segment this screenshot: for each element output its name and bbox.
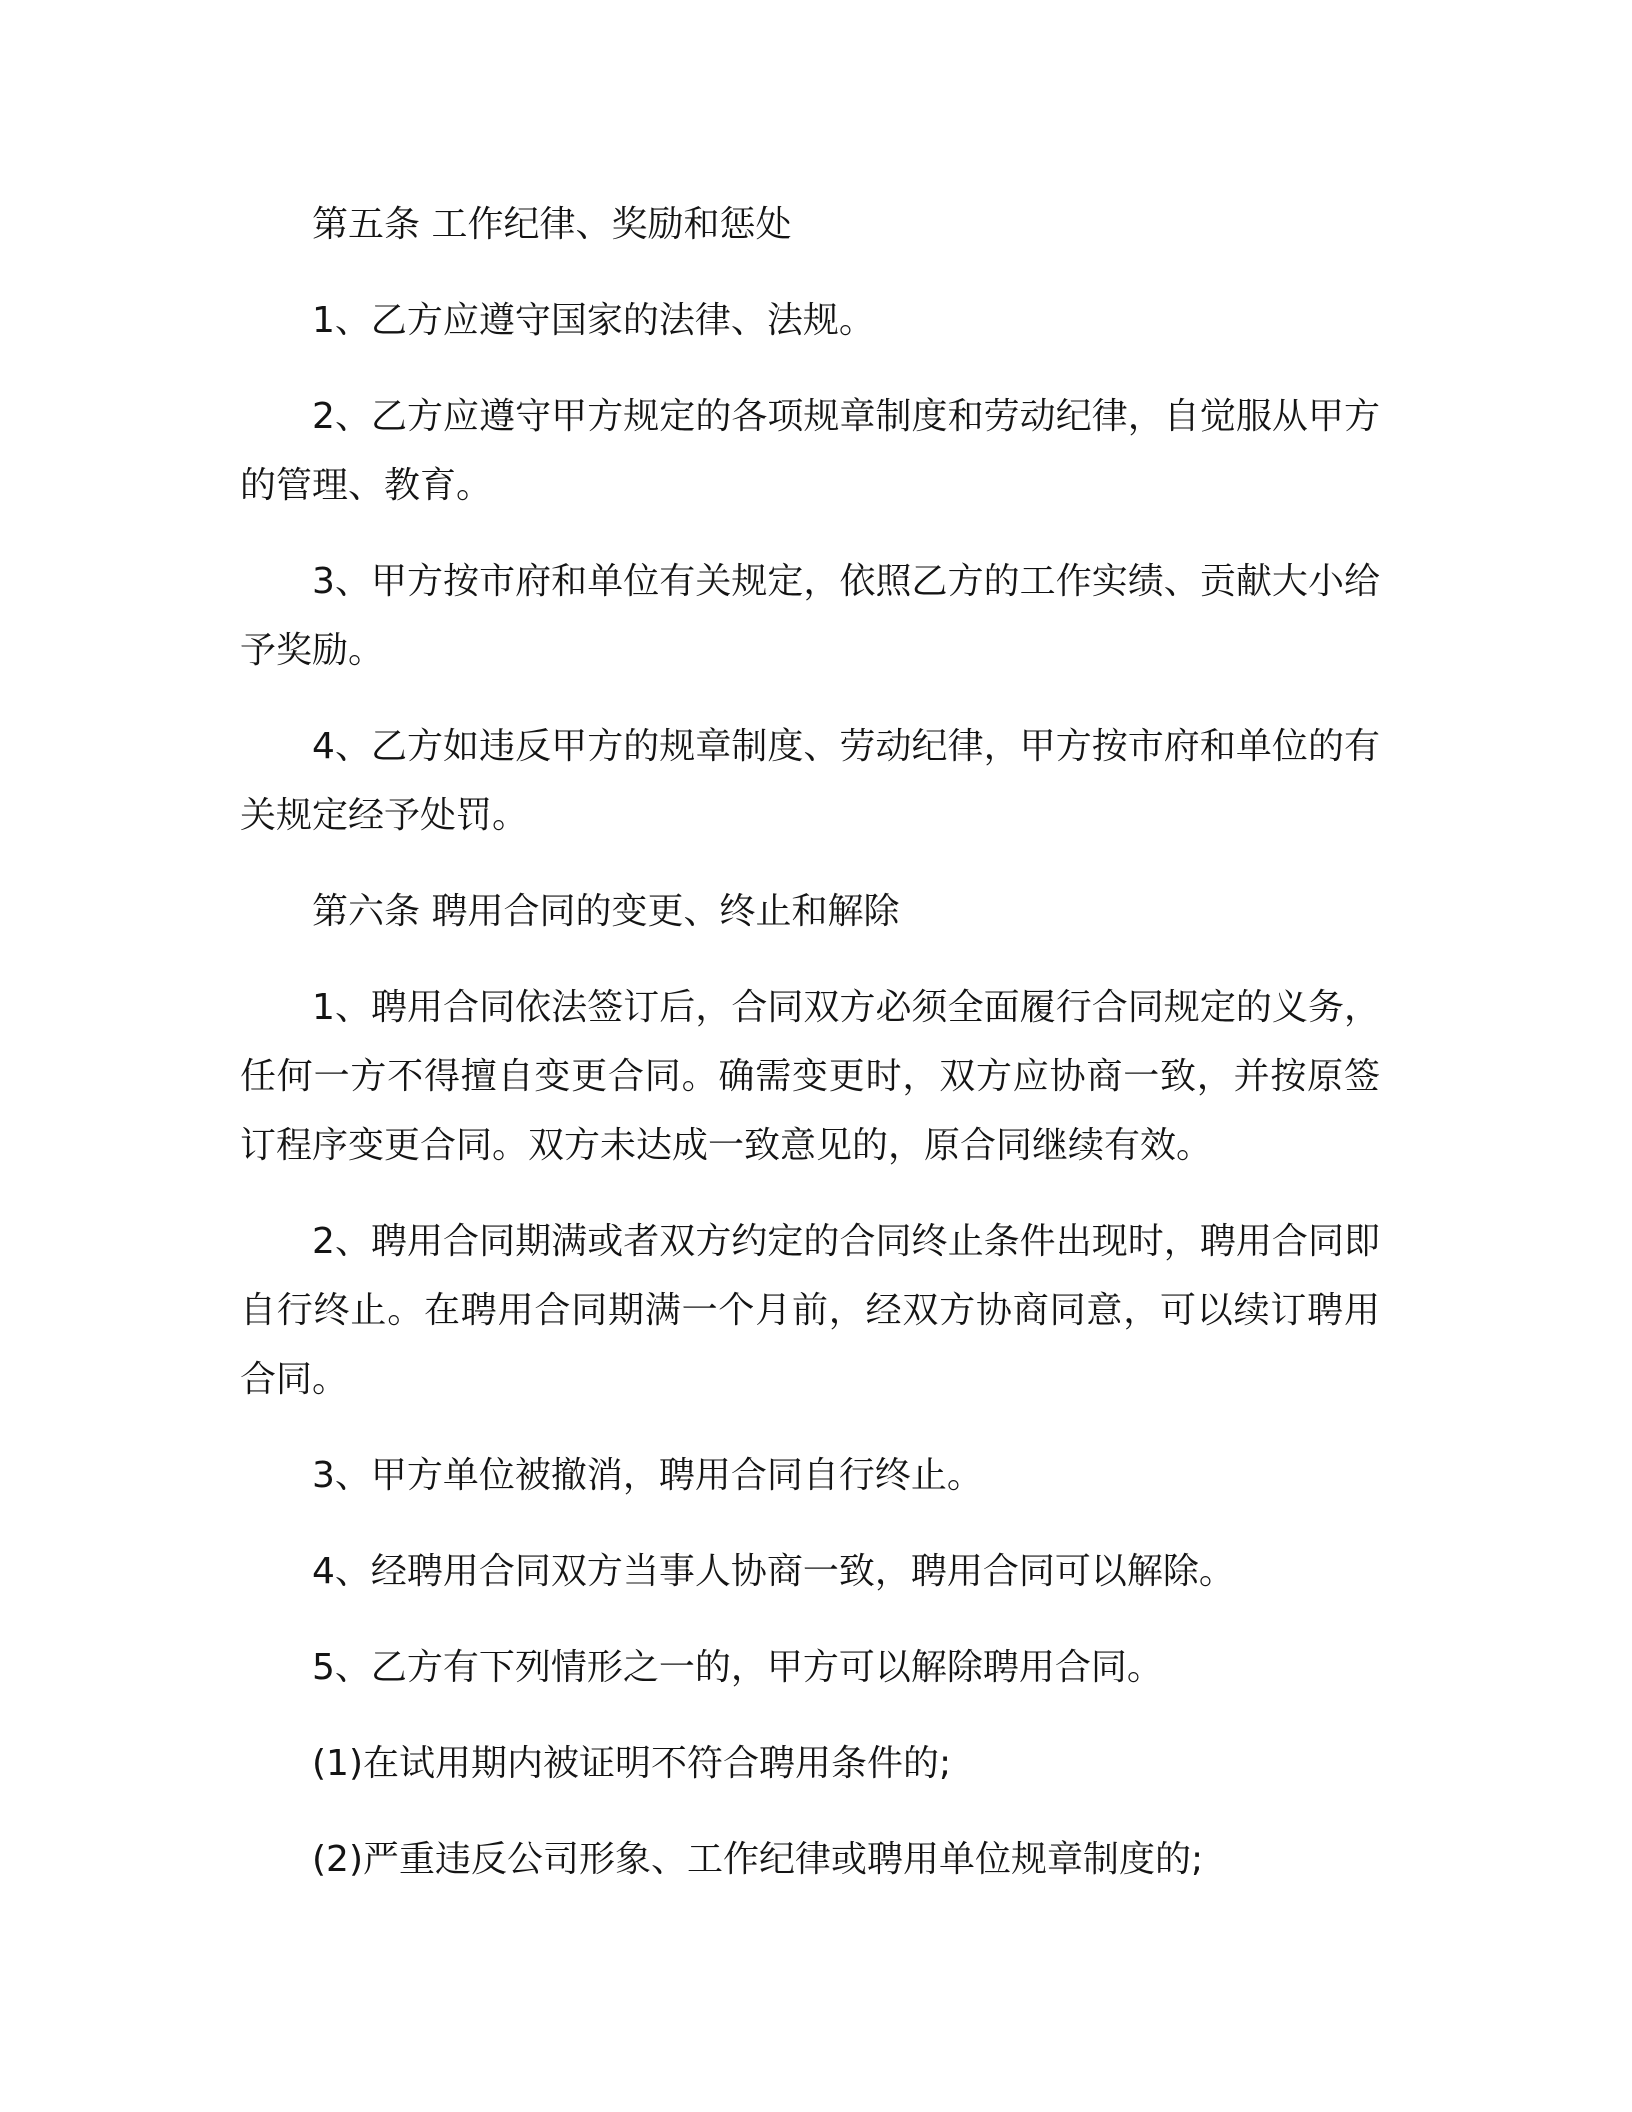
article-6-item-2: 2、聘用合同期满或者双方约定的合同终止条件出现时，聘用合同即自行终止。在聘用合同期满一个月前，经双方协商同意，可以续订聘用合同。	[240, 1221, 1380, 1400]
article-6-heading: 第六条 聘用合同的变更、终止和解除	[312, 891, 900, 932]
article-6-item-3: 3、甲方单位被撤消，聘用合同自行终止。	[312, 1455, 983, 1496]
article-6-subitem-2: (2)严重违反公司形象、工作纪律或聘用单位规章制度的;	[312, 1839, 1204, 1880]
document-page	[240, 190, 1380, 1921]
article-6-subitem-1: (1)在试用期内被证明不符合聘用条件的;	[312, 1743, 952, 1784]
article-5-item-4: 4、乙方如违反甲方的规章制度、劳动纪律，甲方按市府和单位的有关规定经予处罚。	[240, 726, 1380, 836]
article-6-item-4: 4、经聘用合同双方当事人协商一致，聘用合同可以解除。	[312, 1551, 1235, 1592]
article-5-item-2: 2、乙方应遵守甲方规定的各项规章制度和劳动纪律，自觉服从甲方的管理、教育。	[240, 396, 1380, 506]
article-5-item-3: 3、甲方按市府和单位有关规定，依照乙方的工作实绩、贡献大小给予奖励。	[240, 561, 1380, 671]
article-6-item-5: 5、乙方有下列情形之一的，甲方可以解除聘用合同。	[312, 1647, 1163, 1688]
article-5-heading: 第五条 工作纪律、奖励和惩处	[312, 204, 792, 245]
article-6-item-1: 1、聘用合同依法签订后，合同双方必须全面履行合同规定的义务，任何一方不得擅自变更合同。确需变更时，双方应协商一致，并按原签订程序变更合同。双方未达成一致意见的，原合同继续有效。	[240, 987, 1380, 1166]
article-5-item-1: 1、乙方应遵守国家的法律、法规。	[312, 300, 875, 341]
